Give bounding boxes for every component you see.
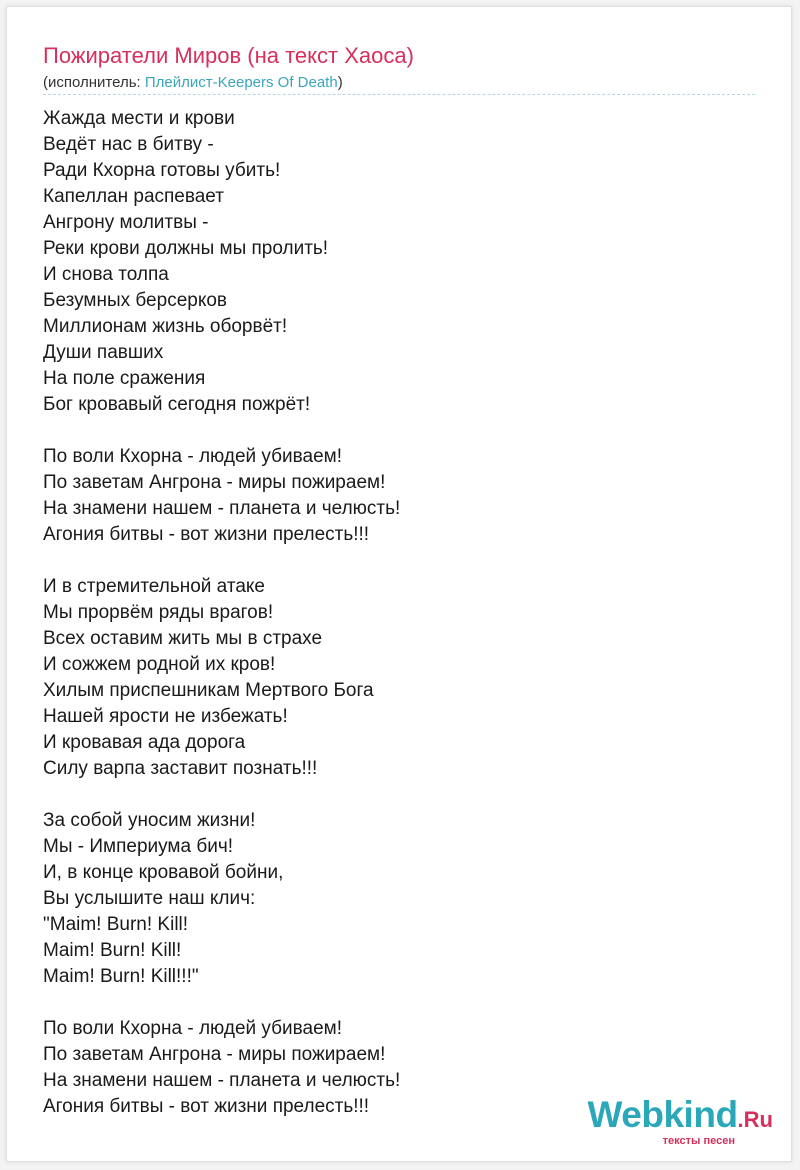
lyrics-line: На поле сражения bbox=[43, 368, 206, 389]
performer-line bbox=[43, 74, 343, 91]
logo-name: Webkind bbox=[587, 1094, 738, 1135]
lyrics-stanza bbox=[43, 1016, 400, 1120]
site-logo[interactable] bbox=[588, 1096, 773, 1147]
lyrics-line: По заветам Ангрона - миры пожираем! bbox=[43, 472, 386, 493]
logo-tagline: тексты песен bbox=[662, 1135, 735, 1147]
lyrics-stanza bbox=[43, 574, 400, 782]
lyrics-line: И в стремительной атаке bbox=[43, 576, 265, 597]
lyrics-line: И кровавая ада дорога bbox=[43, 732, 246, 753]
lyrics-line: И, в конце кровавой бойни, bbox=[43, 862, 284, 883]
lyrics-line: На знамени нашем - планета и челюсть! bbox=[43, 498, 401, 519]
lyrics-line: И сожжем родной их кров! bbox=[43, 654, 276, 675]
lyrics-line: Maim! Burn! Kill!!!" bbox=[43, 966, 199, 987]
lyrics-stanza bbox=[43, 444, 400, 548]
header-divider bbox=[43, 94, 755, 95]
performer-link[interactable]: Плейлист-Keepers Of Death bbox=[144, 74, 338, 91]
lyrics-line: Ангрону молитвы - bbox=[43, 212, 209, 233]
lyrics-line: Миллионам жизнь оборвёт! bbox=[43, 316, 288, 337]
logo-wordmark bbox=[588, 1096, 773, 1139]
lyrics-line: Агония битвы - вот жизни прелесть!!! bbox=[43, 1096, 370, 1117]
lyrics-line: За собой уносим жизни! bbox=[43, 810, 256, 831]
lyrics-line: Агония битвы - вот жизни прелесть!!! bbox=[43, 524, 370, 545]
lyrics-line: По воли Кхорна - людей убиваем! bbox=[43, 1018, 342, 1039]
lyrics-line: Мы - Империума бич! bbox=[43, 836, 233, 857]
lyrics-line: Всех оставим жить мы в страхе bbox=[43, 628, 323, 649]
lyrics-line: По заветам Ангрона - миры пожираем! bbox=[43, 1044, 386, 1065]
lyrics-line: Реки крови должны мы пролить! bbox=[43, 238, 329, 259]
song-title: Пожиратели Миров (на текст Хаоса) bbox=[43, 43, 414, 68]
lyrics-line: Мы прорвём ряды врагов! bbox=[43, 602, 274, 623]
lyrics-line: И снова толпа bbox=[43, 264, 169, 285]
performer-prefix: (исполнитель: bbox=[43, 74, 145, 91]
lyrics-line: Maim! Burn! Kill! bbox=[43, 940, 182, 961]
lyrics-line: Вы услышите наш клич: bbox=[43, 888, 256, 909]
lyrics-line: На знамени нашем - планета и челюсть! bbox=[43, 1070, 401, 1091]
lyrics-line: Жажда мести и крови bbox=[43, 108, 235, 129]
lyrics-line: Хилым приспешникам Мертвого Бога bbox=[43, 680, 374, 701]
performer-suffix: ) bbox=[337, 74, 343, 91]
page-card bbox=[6, 6, 792, 1162]
lyrics-line: "Maim! Burn! Kill! bbox=[43, 914, 189, 935]
lyrics-body bbox=[43, 106, 400, 1120]
lyrics-line: Силу варпа заставит познать!!! bbox=[43, 758, 318, 779]
logo-tld: .Ru bbox=[737, 1107, 773, 1132]
lyrics-stanza bbox=[43, 106, 400, 418]
lyrics-line: Безумных берсерков bbox=[43, 290, 228, 311]
lyrics-line: Ради Кхорна готовы убить! bbox=[43, 160, 281, 181]
lyrics-line: Капеллан распевает bbox=[43, 186, 224, 207]
lyrics-line: По воли Кхорна - людей убиваем! bbox=[43, 446, 342, 467]
lyrics-line: Души павших bbox=[43, 342, 164, 363]
lyrics-stanza bbox=[43, 808, 400, 990]
lyrics-line: Нашей ярости не избежать! bbox=[43, 706, 288, 727]
lyrics-line: Ведёт нас в битву - bbox=[43, 134, 214, 155]
lyrics-line: Бог кровавый сегодня пожрёт! bbox=[43, 394, 311, 415]
